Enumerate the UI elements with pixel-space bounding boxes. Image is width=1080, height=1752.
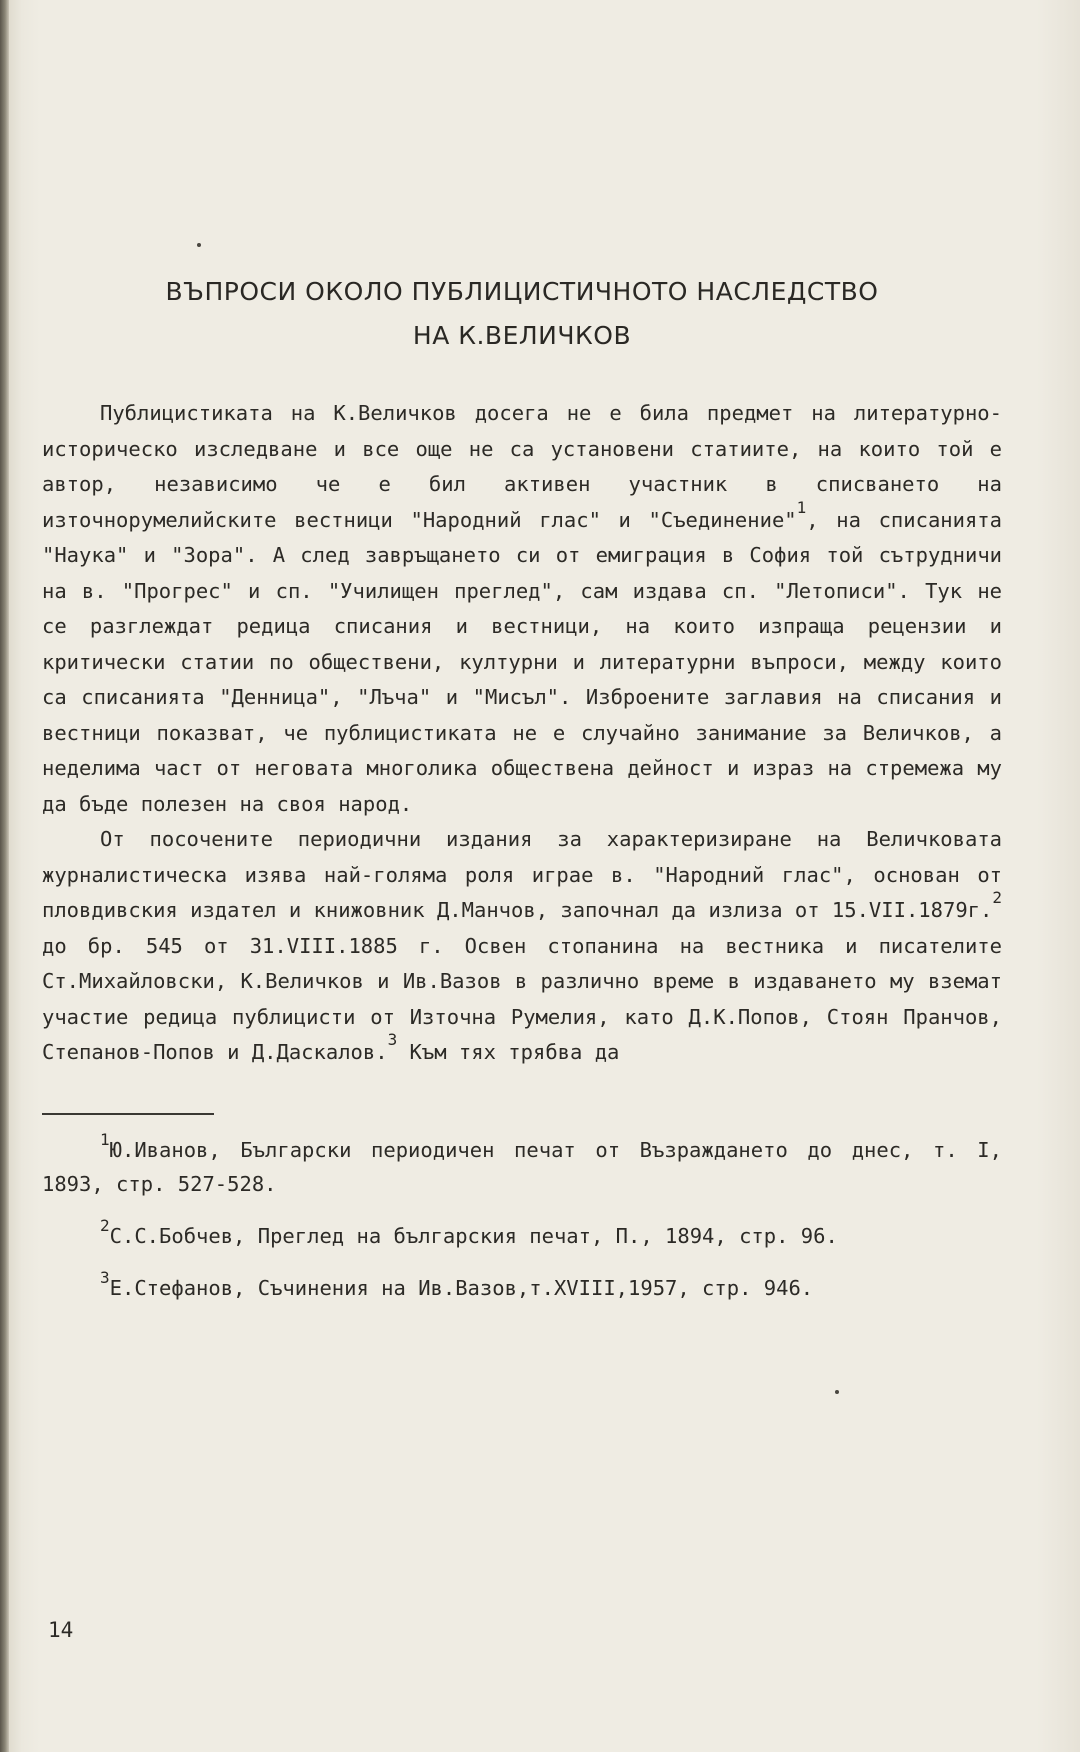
footnote-ref-3: 3 — [387, 1030, 398, 1049]
paragraph-1-text-a: Публицистиката на К.Величков досега не е била предмет на литературно-историческо изследване и все още не са установени статиите, на които той е автор, независимо че е бил активен участник в списването на източнорумелийските вестници "Народний глас" и "Съединение" — [42, 401, 1002, 532]
article-title — [42, 270, 1002, 358]
footnote-3-text: Е.Стефанов, Съчинения на Ив.Вазов,т.XVIII,1957, стр. 946. — [109, 1275, 814, 1300]
ink-speck — [835, 1390, 839, 1394]
paragraph-2 — [42, 822, 1002, 1071]
footnote-2-text: С.С.Бобчев, Преглед на българския печат, П., 1894, стр. 96. — [109, 1223, 838, 1248]
paragraph-2-text-b: до бр. 545 от 31.VIII.1885 г. Освен стопанина на вестника и писателите Ст.Михайловски, К.Величков и Ив.Вазов в различно време в издаването му вземат участие редица публицисти от Източна Румелия, като Д.К.Попов, Стоян Пранчов, Степанов-Попов и Д.Даскалов. — [42, 933, 1002, 1064]
footnote-1-number: 1 — [100, 1129, 110, 1149]
page-content — [42, 270, 1002, 1323]
footnote-3-number: 3 — [100, 1267, 110, 1287]
ink-speck — [197, 243, 201, 247]
paragraph-2-text-c: Към тях трябва да — [397, 1040, 620, 1064]
paragraph-2-text-a: От посочените периодични издания за характеризиране на Величковата журналистическа изява най-голяма роля играе в. "Народний глас", основан от пловдивския издател и книжовник Д.Манчов, започнал да излиза от 15.VII.1879г. — [42, 827, 1002, 922]
footnotes — [42, 1129, 1002, 1305]
title-line-2: НА К.ВЕЛИЧКОВ — [412, 321, 632, 350]
footnote-3 — [42, 1267, 1002, 1305]
footnote-2-number: 2 — [100, 1215, 110, 1235]
paragraph-1 — [42, 396, 1002, 822]
footnote-1 — [42, 1129, 1002, 1201]
footnote-ref-1: 1 — [796, 497, 807, 517]
article-body — [42, 396, 1002, 1071]
footnote-1-text: Ю.Иванов, Български периодичен печат от Възраждането до днес, т. I, 1893, стр. 527-528. — [42, 1137, 1002, 1196]
page-number: 14 — [48, 1618, 74, 1642]
footnote-separator — [42, 1113, 214, 1115]
footnote-ref-2: 2 — [992, 888, 1002, 907]
footnote-2 — [42, 1215, 1002, 1253]
paragraph-1-text-b: , на списанията "Наука" и "Зора". А след завръщането си от емиграция в София той сътрудничи на в. "Прогрес" и сп. "Училищен преглед", сам издава сп. "Летописи". Тук не се разглеждат редица списания и вестници, на които изпраща рецензии и критически статии по обществени, културни и литературни въпроси, между които са списанията "Денница", "Лъча" и "Мисъл". Изброените заглавия на списания и вестници показват, че публицистиката не е случайно занимание за Величков, а неделима част от неговата многолика обществена дейност и израз на стремежа му да бъде полезен на своя народ. — [42, 507, 1002, 816]
page-binding-edge — [0, 0, 9, 1752]
title-line-1: ВЪПРОСИ ОКОЛО ПУБЛИЦИСТИЧНОТО НАСЛЕДСТВО — [165, 277, 879, 306]
